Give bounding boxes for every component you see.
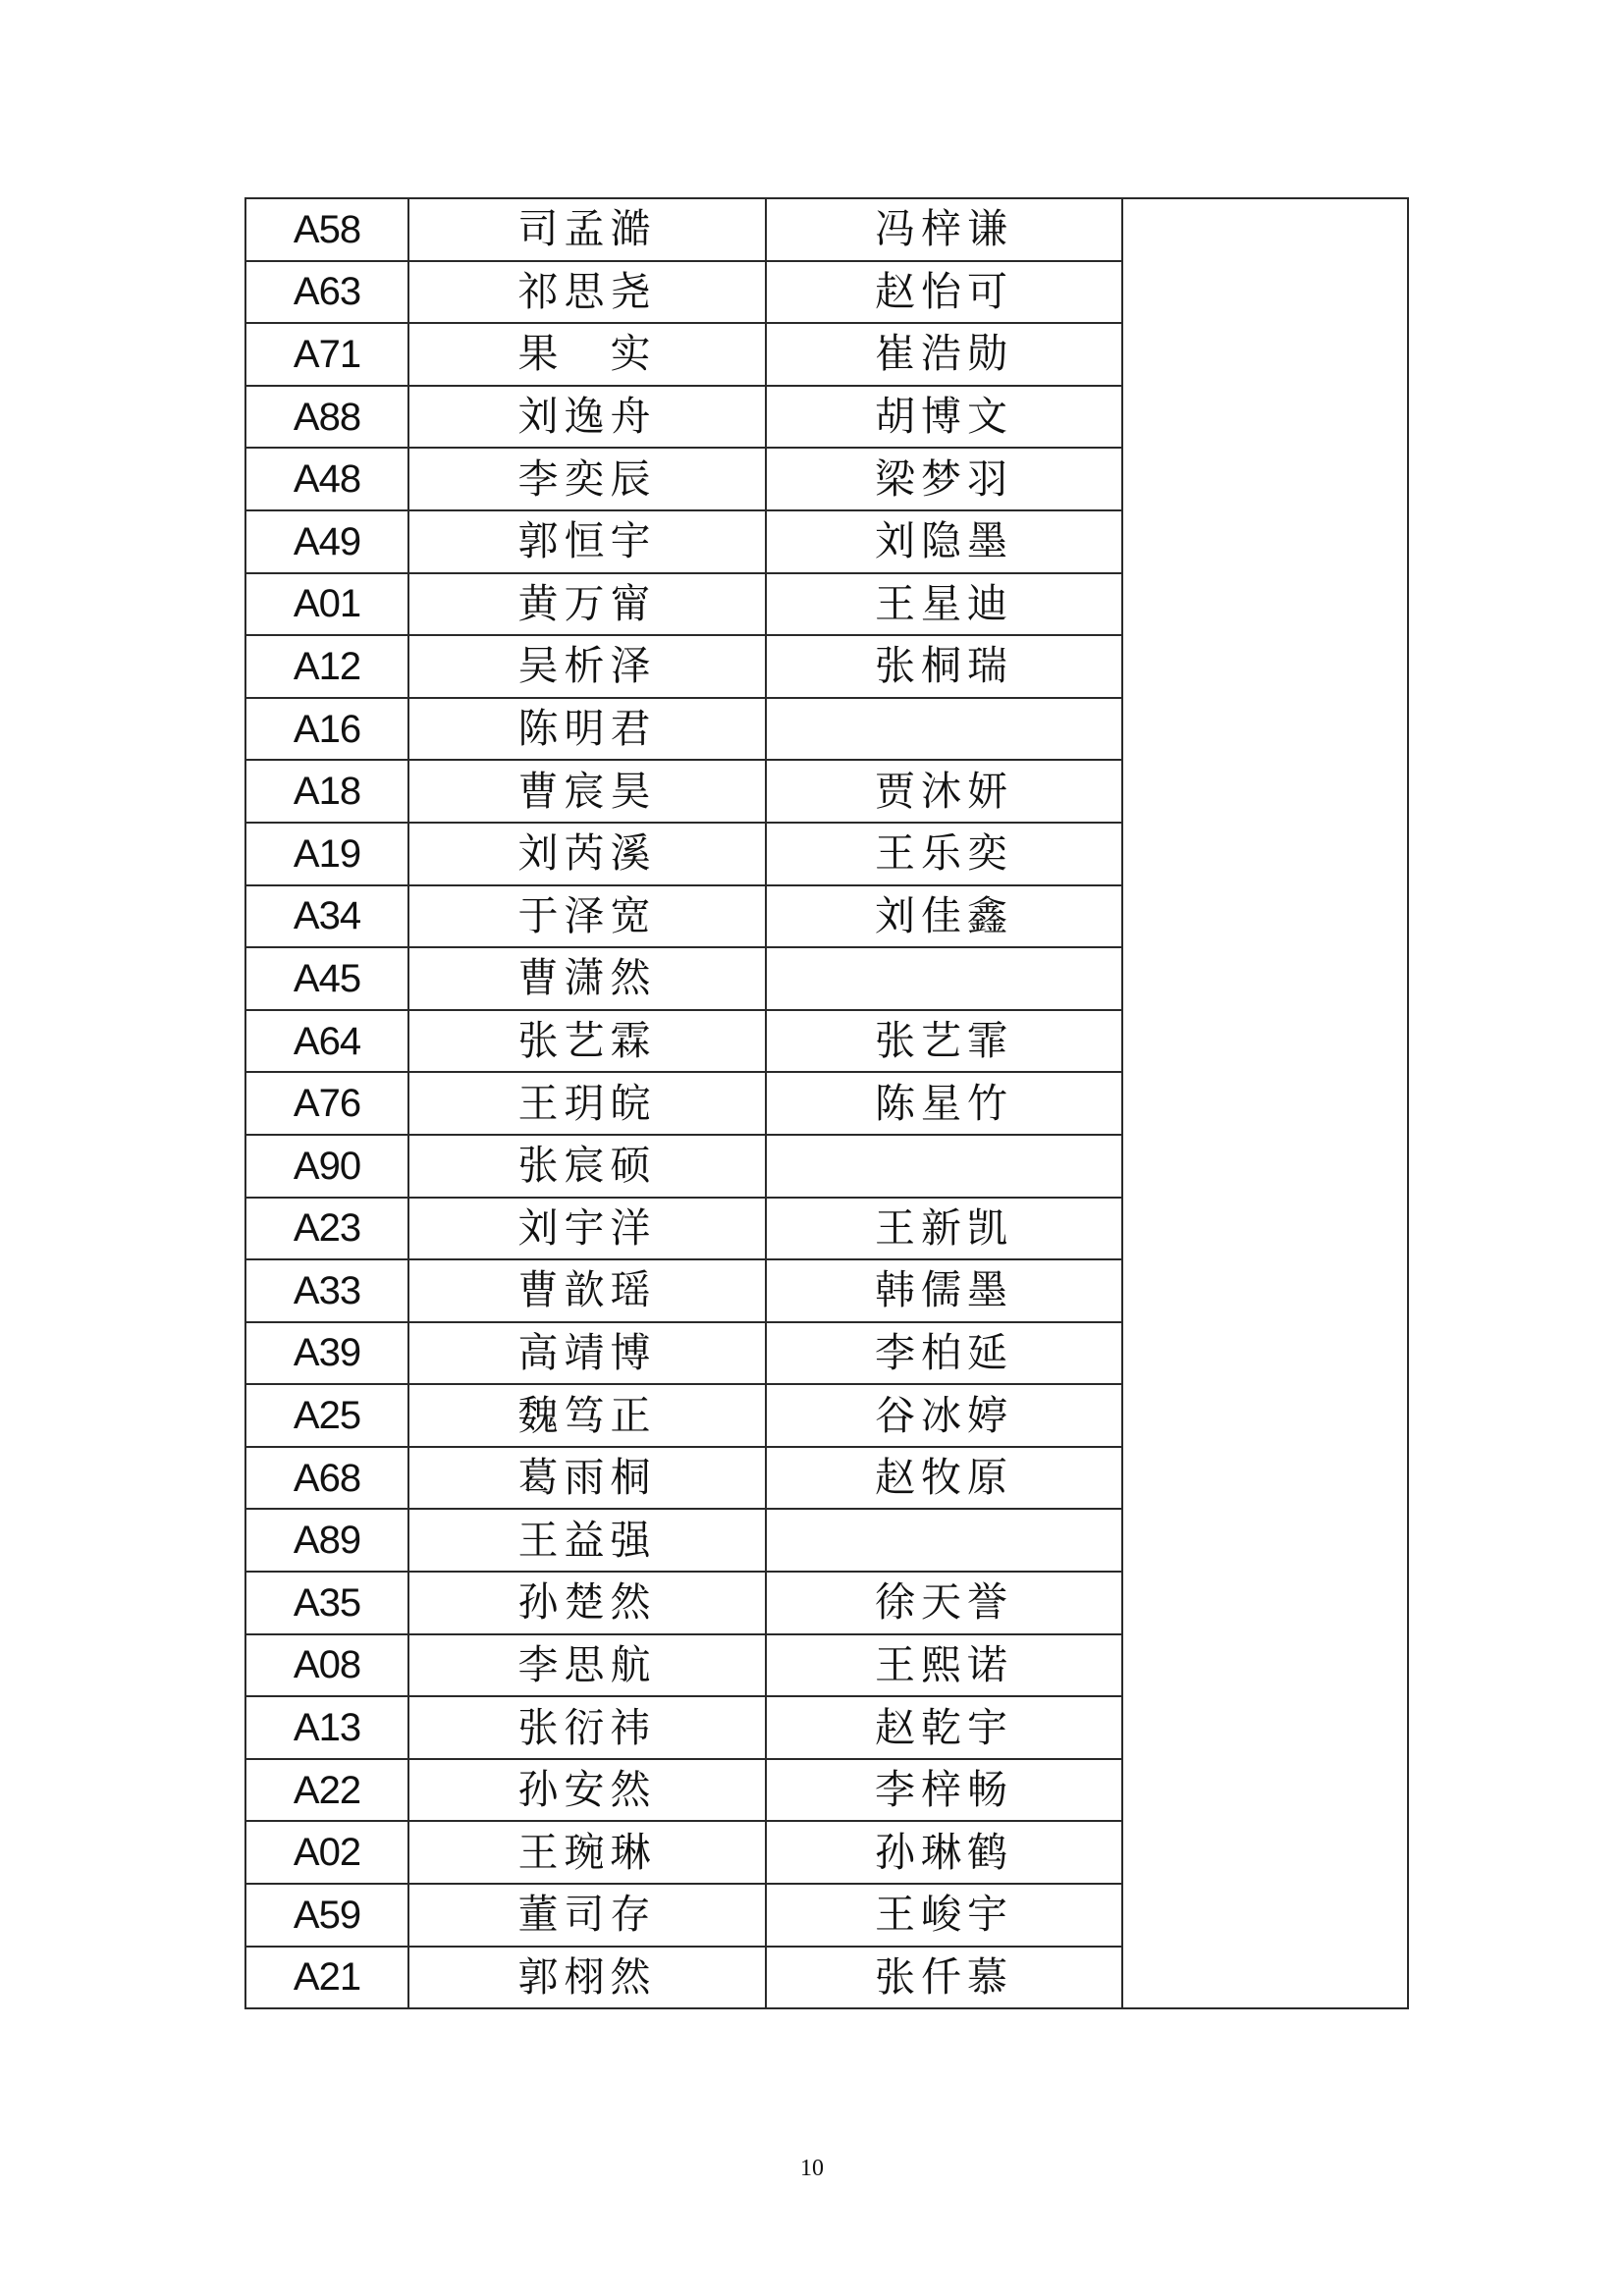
name-cell-1: 李奕辰 [408,448,766,510]
name-cell-1: 刘芮溪 [408,823,766,885]
code-cell: A12 [245,635,408,698]
code-cell: A76 [245,1072,408,1135]
name-cell-1: 郭恒宇 [408,510,766,573]
name-cell-1: 曹宸昊 [408,760,766,823]
name-cell-2: 胡博文 [766,386,1122,449]
table-row [245,198,1408,261]
name-cell-2 [766,698,1122,761]
name-cell-2: 李柏延 [766,1322,1122,1385]
name-cell-1: 曹潇然 [408,947,766,1010]
code-cell: A68 [245,1447,408,1510]
remarks-cell [1122,198,1408,2008]
code-cell: A88 [245,386,408,449]
name-cell-2: 李梓畅 [766,1759,1122,1822]
code-cell: A25 [245,1384,408,1447]
roster-table-body [245,198,1408,2008]
code-cell: A39 [245,1322,408,1385]
name-cell-1: 果 实 [408,323,766,386]
name-cell-2: 刘隐墨 [766,510,1122,573]
name-cell-1: 刘宇洋 [408,1198,766,1260]
name-cell-1: 刘逸舟 [408,386,766,449]
name-cell-1: 葛雨桐 [408,1447,766,1510]
code-cell: A13 [245,1696,408,1759]
name-cell-2: 赵牧原 [766,1447,1122,1510]
code-cell: A22 [245,1759,408,1822]
name-cell-1: 司孟澔 [408,198,766,261]
code-cell: A48 [245,448,408,510]
name-cell-1: 于泽宽 [408,885,766,948]
name-cell-2: 梁梦羽 [766,448,1122,510]
name-cell-1: 张宸硕 [408,1135,766,1198]
name-cell-2: 张仟慕 [766,1947,1122,2009]
name-cell-2: 赵怡可 [766,261,1122,324]
name-cell-1: 祁思尧 [408,261,766,324]
name-cell-2 [766,1509,1122,1572]
code-cell: A18 [245,760,408,823]
code-cell: A01 [245,573,408,636]
name-cell-2: 王星迪 [766,573,1122,636]
name-cell-1: 王琬琳 [408,1821,766,1884]
name-cell-1: 张衍祎 [408,1696,766,1759]
name-cell-1: 王玥皖 [408,1072,766,1135]
name-cell-2: 崔浩勋 [766,323,1122,386]
code-cell: A21 [245,1947,408,2009]
name-cell-2: 王峻宇 [766,1884,1122,1947]
name-cell-2: 张桐瑞 [766,635,1122,698]
name-cell-1: 吴析泽 [408,635,766,698]
name-cell-2: 赵乾宇 [766,1696,1122,1759]
name-cell-2: 谷冰婷 [766,1384,1122,1447]
name-cell-2: 徐天誉 [766,1572,1122,1634]
name-cell-2: 孙琳鹤 [766,1821,1122,1884]
name-cell-1: 孙楚然 [408,1572,766,1634]
name-cell-1: 董司存 [408,1884,766,1947]
roster-table [244,197,1409,2009]
code-cell: A63 [245,261,408,324]
code-cell: A71 [245,323,408,386]
name-cell-2: 陈星竹 [766,1072,1122,1135]
code-cell: A49 [245,510,408,573]
name-cell-2 [766,947,1122,1010]
name-cell-2: 刘佳鑫 [766,885,1122,948]
name-cell-2 [766,1135,1122,1198]
name-cell-1: 黄万甯 [408,573,766,636]
code-cell: A89 [245,1509,408,1572]
name-cell-1: 李思航 [408,1634,766,1697]
name-cell-2: 冯梓谦 [766,198,1122,261]
name-cell-1: 陈明君 [408,698,766,761]
name-cell-1: 高靖博 [408,1322,766,1385]
code-cell: A33 [245,1259,408,1322]
code-cell: A02 [245,1821,408,1884]
name-cell-1: 魏笃正 [408,1384,766,1447]
name-cell-2: 韩儒墨 [766,1259,1122,1322]
name-cell-1: 曹歆瑶 [408,1259,766,1322]
code-cell: A58 [245,198,408,261]
page-number: 10 [800,2156,824,2181]
code-cell: A23 [245,1198,408,1260]
name-cell-1: 孙安然 [408,1759,766,1822]
name-cell-2: 王乐奕 [766,823,1122,885]
name-cell-1: 王益强 [408,1509,766,1572]
code-cell: A90 [245,1135,408,1198]
name-cell-1: 张艺霖 [408,1010,766,1073]
name-cell-2: 王新凯 [766,1198,1122,1260]
code-cell: A45 [245,947,408,1010]
name-cell-2: 王熙诺 [766,1634,1122,1697]
code-cell: A35 [245,1572,408,1634]
code-cell: A34 [245,885,408,948]
code-cell: A16 [245,698,408,761]
code-cell: A08 [245,1634,408,1697]
code-cell: A64 [245,1010,408,1073]
name-cell-2: 贾沐妍 [766,760,1122,823]
name-cell-2: 张艺霏 [766,1010,1122,1073]
name-cell-1: 郭栩然 [408,1947,766,2009]
code-cell: A59 [245,1884,408,1947]
code-cell: A19 [245,823,408,885]
